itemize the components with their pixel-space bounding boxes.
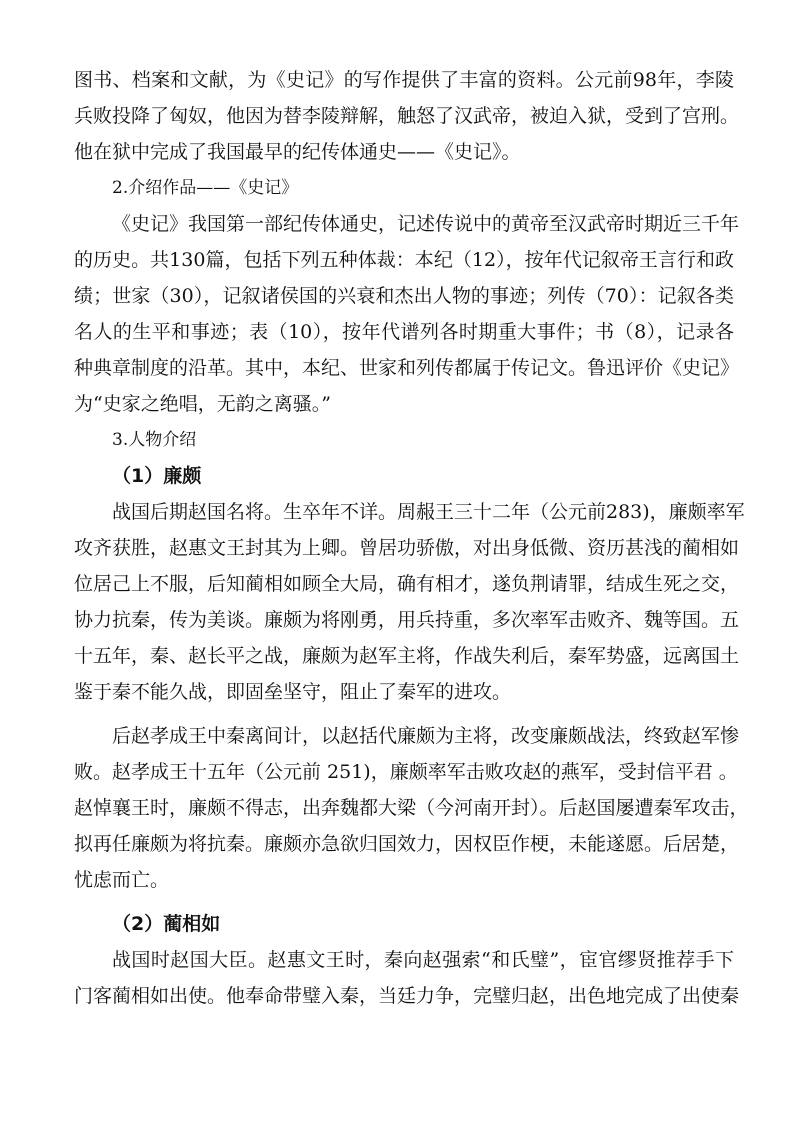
- paragraph-line: 战国时赵国大臣。赵惠文王时，秦向赵强索“和氏璧”，宦官缪贤推荐手下: [112, 949, 734, 971]
- paragraph-line: 种典章制度的沿革。其中，本纪、世家和列传都属于传记文。鲁迅评价《史记》: [74, 357, 740, 379]
- paragraph-line: 赵悼襄王时，廉颇不得志，出奔魏都大梁（今河南开封）。后赵国屡遭秦军攻击，: [74, 797, 749, 819]
- paragraph-line: 协力抗秦，传为美谈。廉颇为将刚勇，用兵持重，多次率军击败齐、魏等国。五: [74, 609, 740, 631]
- paragraph-line: 十五年，秦、赵长平之战，廉颇为赵军主将，作战失利后，秦军势盛，远离国土: [74, 645, 740, 667]
- paragraph-line: 绩；世家（30），记叙诸侯国的兴衰和杰出人物的事迹；列传（70）：记叙各类: [74, 285, 734, 307]
- paragraph-line: 门客蔺相如出使。他奉命带璧入秦，当廷力争，完璧归赵，出色地完成了出使秦: [74, 985, 740, 1007]
- paragraph-line: 后赵孝成王中秦离间计，以赵括代廉颇为主将，改变廉颇战法，终致赵军惨: [112, 725, 740, 747]
- subheading-lin-xiangru: （2）蔺相如: [112, 913, 221, 935]
- paragraph-line: 攻齐获胜，赵惠文王封其为上卿。曾居功骄傲，对出身低微、资历甚浅的蔺相如: [74, 537, 740, 559]
- paragraph-line: 鉴于秦不能久战，即固垒坚守，阻止了秦军的进攻。: [74, 681, 512, 703]
- paragraph-line: 《史记》我国第一部纪传体通史，记述传说中的黄帝至汉武帝时期近三千年: [112, 213, 740, 235]
- section-heading-characters: 3.人物介绍: [112, 430, 197, 450]
- paragraph-line: 为“史家之绝唱，无韵之离骚。”: [74, 393, 331, 415]
- paragraph-line: 图书、档案和文献，为《史记》的写作提供了丰富的资料。公元前98年，李陵: [74, 69, 734, 91]
- paragraph-line: 位居己上不服，后知蔺相如顾全大局，确有相才，遂负荆请罪，结成生死之交，: [74, 573, 740, 595]
- paragraph-line: 兵败投降了匈奴，他因为替李陵辩解，触怒了汉武帝，被迫入狱，受到了宫刑。: [74, 105, 740, 127]
- paragraph-line: 败。赵孝成王十五年（公元前 251)，廉颇率军击败攻赵的燕军，受封信平君 。: [74, 761, 738, 783]
- subheading-lianpo: （1）廉颇: [112, 465, 202, 487]
- paragraph-line: 忧虑而亡。: [74, 869, 170, 891]
- paragraph-line: 他在狱中完成了我国最早的纪传体通史——《史记》。: [74, 141, 521, 163]
- paragraph-line: 名人的生平和事迹；表（10），按年代谱列各时期重大事件；书（8），记录各: [74, 321, 734, 343]
- paragraph-line: 的历史。共130篇，包括下列五种体裁：本纪（12），按年代记叙帝王言行和政: [74, 249, 734, 271]
- paragraph-line: 战国后期赵国名将。生卒年不详。周赧王三十二年（公元前283)，廉颇率军: [112, 501, 745, 523]
- paragraph-line: 拟再任廉颇为将抗秦。廉颇亦急欲归国效力，因权臣作梗，未能遂愿。后居楚，: [74, 833, 740, 855]
- document-page: [74, 62, 749, 1014]
- section-heading-work: 2.介绍作品——《史记》: [112, 178, 299, 198]
